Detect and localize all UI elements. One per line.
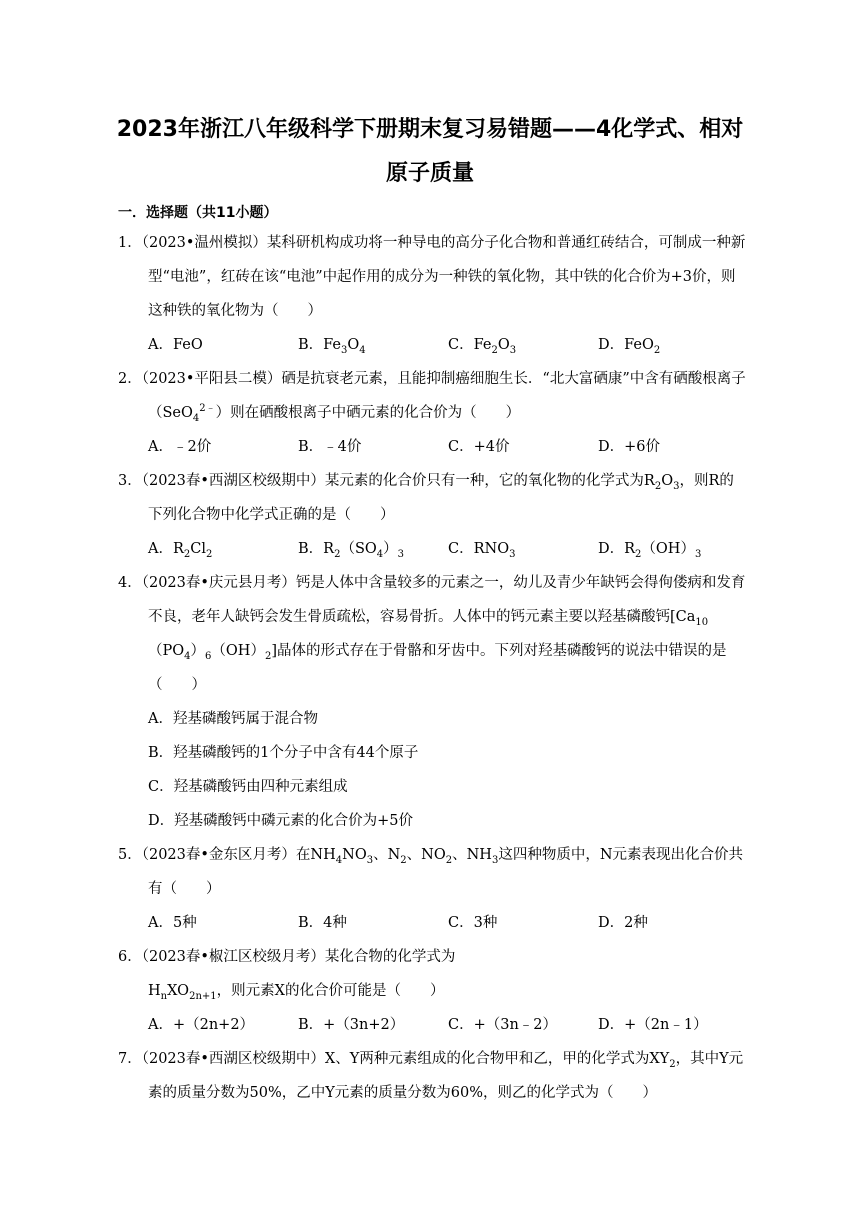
option-b: B．$Fe_3O_4$	[298, 337, 366, 356]
option-b: B．+（3n+2）	[298, 1017, 405, 1033]
option-d: D．$R_2(OH)_3$	[598, 541, 702, 560]
option-a: A．$R_2Cl_2$	[148, 541, 213, 560]
option-d: D．+6价	[598, 439, 661, 455]
title-line-2: 原子质量	[385, 161, 474, 186]
option-b: B．﹣4价	[298, 439, 362, 455]
question-3-options	[118, 532, 748, 566]
question-5-text: 5．（2023春•金东区月考）在$NH_4NO_3$、$N_2$、$NO_2$、$NH_3$这四种物质中，N元素表现出化合价共有（ ）	[118, 847, 744, 897]
option-a: A．5种	[148, 915, 197, 931]
option-a: A．羟基磷酸钙属于混合物	[148, 711, 318, 727]
question-7	[118, 1042, 748, 1110]
option-c: C．$RNO_3$	[448, 541, 516, 560]
option-d: D．+（2n﹣1）	[598, 1017, 708, 1033]
option-b: B．4种	[298, 915, 347, 931]
question-4	[118, 566, 748, 838]
option-a: A．FeO	[148, 337, 203, 353]
option-c: C．羟基磷酸钙由四种元素组成	[148, 779, 348, 795]
option-c: C．+（3n﹣2）	[448, 1017, 558, 1033]
question-3-text: 3．（2023春•西湖区校级期中）某元素的化合价只有一种，它的氧化物的化学式为$R_2O_3$，则R的下列化合物中化学式正确的是（ ）	[118, 473, 734, 523]
question-1-text: 1．（2023•温州模拟）某科研机构成功将一种导电的高分子化合物和普通红砖结合，可制成一种新型“电池”，红砖在该“电池”中起作用的成分为一种铁的氧化物，其中铁的化合价为+3价，则这种铁的氧化物为（ ）	[118, 235, 746, 319]
question-6	[118, 940, 748, 1042]
question-7-text: 7．（2023春•西湖区校级期中）X、Y两种元素组成的化合物甲和乙，甲的化学式为$XY_2$，其中Y元素的质量分数为50%，乙中Y元素的质量分数为60%，则乙的化学式为（ ）	[118, 1051, 744, 1101]
question-4-text: 4．（2023春•庆元县月考）钙是人体中含量较多的元素之一，幼儿及青少年缺钙会得佝偻病和发育不良，老年人缺钙会发生骨质疏松，容易骨折。人体中的钙元素主要以羟基磷酸钙$[Ca_{10}(PO_4)_6(OH)_2]$晶体的形式存在于骨骼和牙齿中。下列对羟基磷酸钙的说法中错误的是（ ）	[118, 575, 746, 693]
option-a: A．﹣2价	[148, 439, 212, 455]
option-b: B．$R_2(SO_4)_3$	[298, 541, 405, 560]
question-6-options	[118, 1008, 748, 1042]
option-d: D．2种	[598, 915, 648, 931]
question-1	[118, 226, 748, 362]
question-list	[118, 226, 748, 1110]
question-6-text: 6．（2023春•椒江区校级月考）某化合物的化学式为$H_nXO_{2n+1}$，则元素X的化合价可能是（ ）	[118, 949, 456, 1002]
option-b: B．羟基磷酸钙的1个分子中含有44个原子	[148, 745, 419, 761]
option-d: D．FeO$_2$	[598, 337, 661, 356]
question-2-options	[118, 430, 748, 464]
question-5-options	[118, 906, 748, 940]
question-3	[118, 464, 748, 566]
question-2-text: 2．（2023•平阳县二模）硒是抗衰老元素，且能抑制癌细胞生长．“北大富硒康”中含有硒酸根离子（SeO$_4^{2﹣}$）则在硒酸根离子中硒元素的化合价为（ ）	[118, 371, 746, 424]
document-title	[100, 108, 760, 196]
option-c: C．+4价	[448, 439, 510, 455]
question-1-options	[118, 328, 748, 362]
option-c: C．$Fe_2O_3$	[448, 337, 517, 356]
option-a: A．+（2n+2）	[148, 1017, 255, 1033]
option-c: C．3种	[448, 915, 498, 931]
title-line-1: 2023年浙江八年级科学下册期末复习易错题——4化学式、相对	[116, 117, 744, 142]
option-d: D．羟基磷酸钙中磷元素的化合价为+5价	[148, 813, 413, 829]
section-heading: 一．选择题（共11小题）	[118, 205, 278, 221]
question-2	[118, 362, 748, 464]
question-5	[118, 838, 748, 940]
